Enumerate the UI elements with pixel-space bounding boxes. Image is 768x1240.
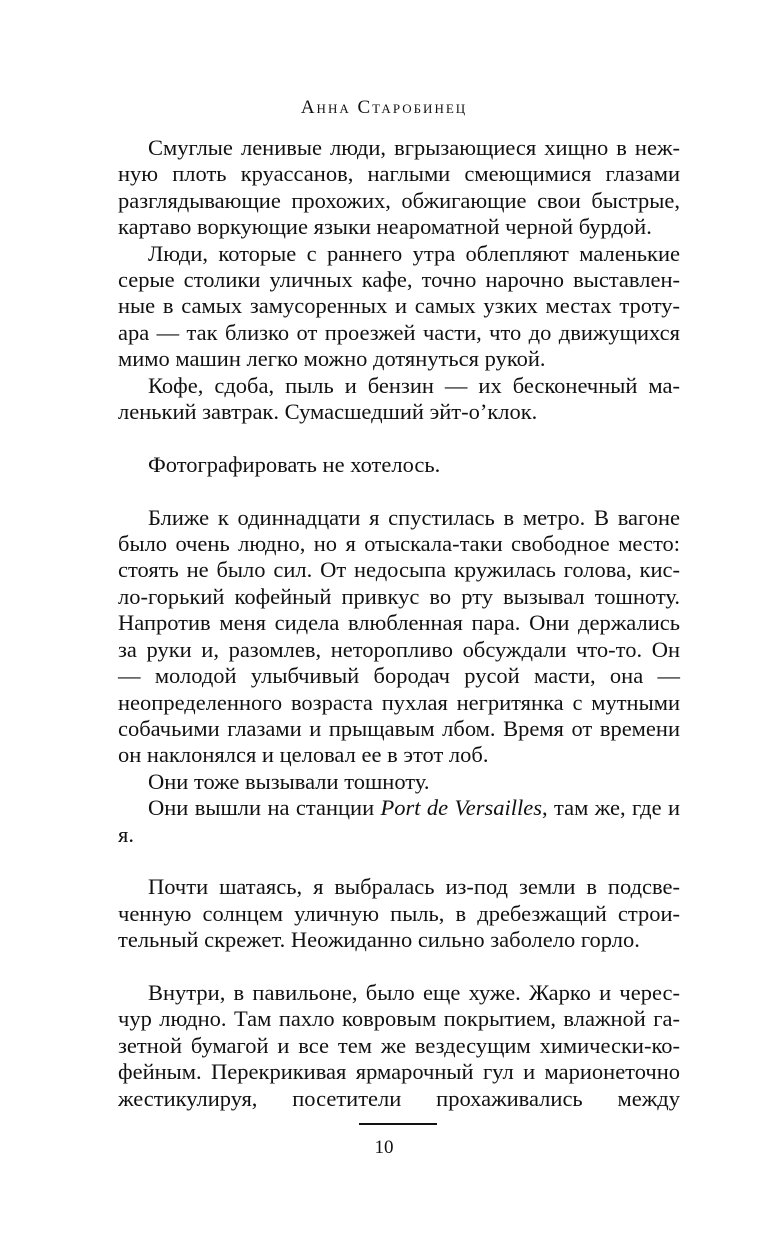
paragraph-2: Люди, которые с раннего утра облепляют маленькие серые столики уличных кафе, точно нарочно выставленные в самых замусоренных и самых узких местах тротуара — так близко от проезжей части, что до движущихся мимо машин легко можно дотянуться рукой. [118,240,680,372]
paragraph-5: Ближе к одиннадцати я спустилась в метро. В вагоне было очень людно, но я отыскала-таки свободное место: стоять не было сил. От недосыпа кружилась голова, кисло-горький кофейный привкус во рту вызывал тошноту. Напротив меня сидела влюбленная пара. Они держались за руки и, разомлев, неторопливо обсуждали что-то. Он — молодой улыбчивый бородач русой масти, она — неопределенного возраста пухлая негритянка с мутными собачьими глазами и прыщавым лбом. Время от времени он наклонялся и целовал ее в этот лоб. [118,504,680,768]
paragraph-8: Почти шатаясь, я выбралась из-под земли в подсвеченную солнцем уличную пыль, в дребезжащий строительный скрежет. Неожиданно сильно заболело горло. [118,874,680,953]
paragraph-3: Кофе, сдоба, пыль и бензин — их бесконечный маленький завтрак. Сумасшедший эйт-о’клок. [118,372,680,425]
paragraph-gap [118,848,680,874]
paragraph-1: Смуглые ленивые люди, вгрызающиеся хищно в нежную плоть круассанов, наглыми смеющимися глазами разглядывающие прохожих, обжигающие свои быстрые, картаво воркующие языки неароматной черной бурдой. [118,135,680,240]
paragraph-6: Они тоже вызывали тошноту. [148,768,430,794]
paragraph-gap [118,425,680,451]
paragraph-gap [118,954,680,980]
paragraph-7-start: Они вышли на станции [148,795,381,821]
paragraph-gap [118,478,680,504]
page-number: 10 [374,1137,394,1158]
page-body [118,135,680,1112]
footer-rule [359,1123,437,1125]
station-name: Port de Versailles [380,795,543,821]
paragraph-7-end: , там же, где и я. [118,795,680,847]
running-head: Анна Старобинец [300,97,468,118]
paragraph-9: Внутри, в павильоне, было еще хуже. Жарко и чересчур людно. Там пахло ковровым покрытием, влажной газетной бумагой и все тем же вездесущим химически-кофейным. Перекрикивая ярмарочный гул и марионеточно жестикулируя, посетители прохаживались между [118,979,680,1111]
paragraph-7 [118,795,680,848]
paragraph-4: Фотографировать не хотелось. [148,451,441,477]
